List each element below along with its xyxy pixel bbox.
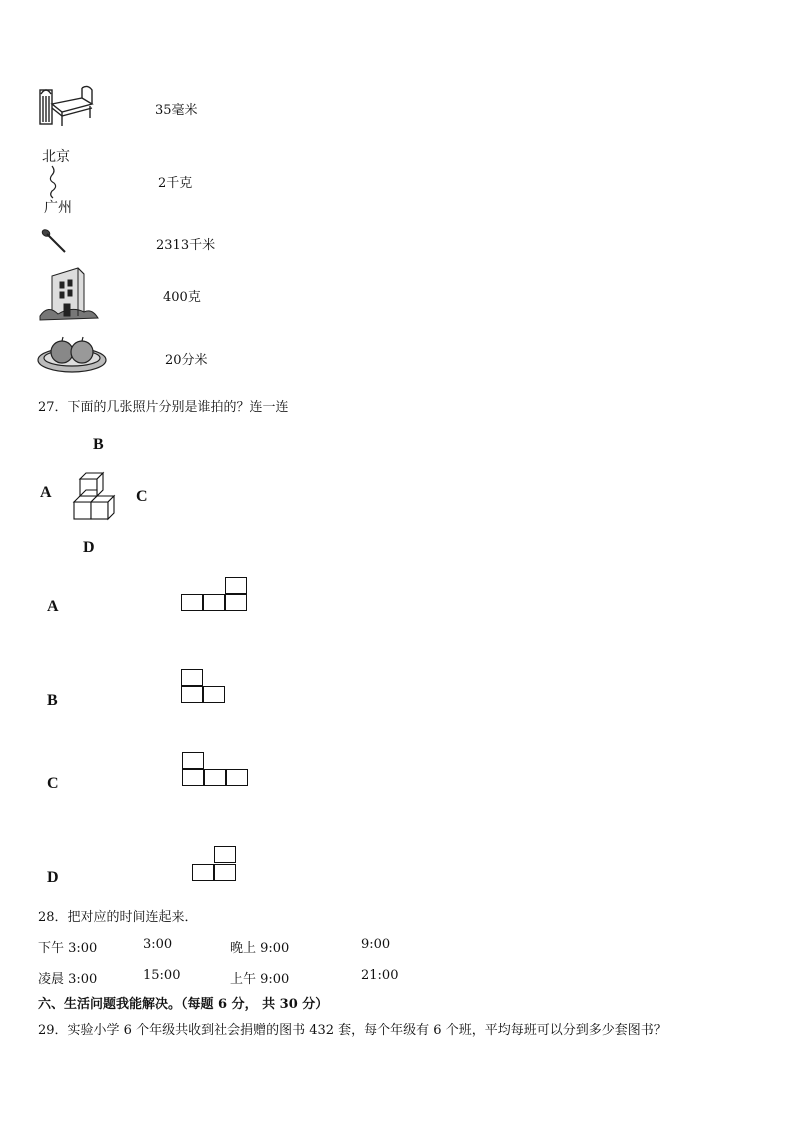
time-row2-col1: 凌晨 3:00 [38,972,98,987]
value-400g: 400克 [163,290,201,305]
row-label-a: A [47,598,59,615]
value-20dm: 20分米 [165,353,208,368]
time-row1-col3: 晚上 9:00 [230,941,290,956]
compass-label-right: C [136,488,148,505]
apple-plate-icon [36,336,108,376]
value-2313km: 2313千米 [156,238,216,253]
map-label-beijing: 北京 [42,149,70,165]
compass-label-left: A [40,484,52,501]
time-row1-col1: 下午 3:00 [38,941,98,956]
time-row2-col3: 上午 9:00 [230,972,290,987]
question-29: 29．实验小学 6 个年级共收到社会捐赠的图书 432 套，每个年级有 6 个班，平均每班可以分到多少套图书？ [38,1023,667,1038]
value-35mm: 35毫米 [155,103,198,118]
building-icon [38,266,100,322]
map-label-guangzhou: 广州 [44,200,72,216]
time-row2-col4: 21:00 [361,968,399,983]
compass-label-bottom: D [83,539,95,556]
time-row1-col4: 9:00 [361,937,391,952]
row-label-b: B [47,692,58,709]
time-row2-col2: 15:00 [143,968,181,983]
value-2kg: 2千克 [158,176,193,191]
compass-label-top: B [93,436,104,453]
question-28: 28．把对应的时间连起来． [38,910,198,925]
row-label-c: C [47,775,59,792]
nail-icon [40,228,68,254]
question-27: 27．下面的几张照片分别是谁拍的？连一连 [38,400,289,415]
cube-stack-figure [70,466,122,524]
time-row1-col2: 3:00 [143,937,173,952]
section-6-title: 六、生活问题我能解决。（每题 6 分， 共 30 分） [38,997,329,1012]
bed-icon [38,84,94,128]
map-route-icon [44,165,74,199]
row-label-d: D [47,869,59,886]
